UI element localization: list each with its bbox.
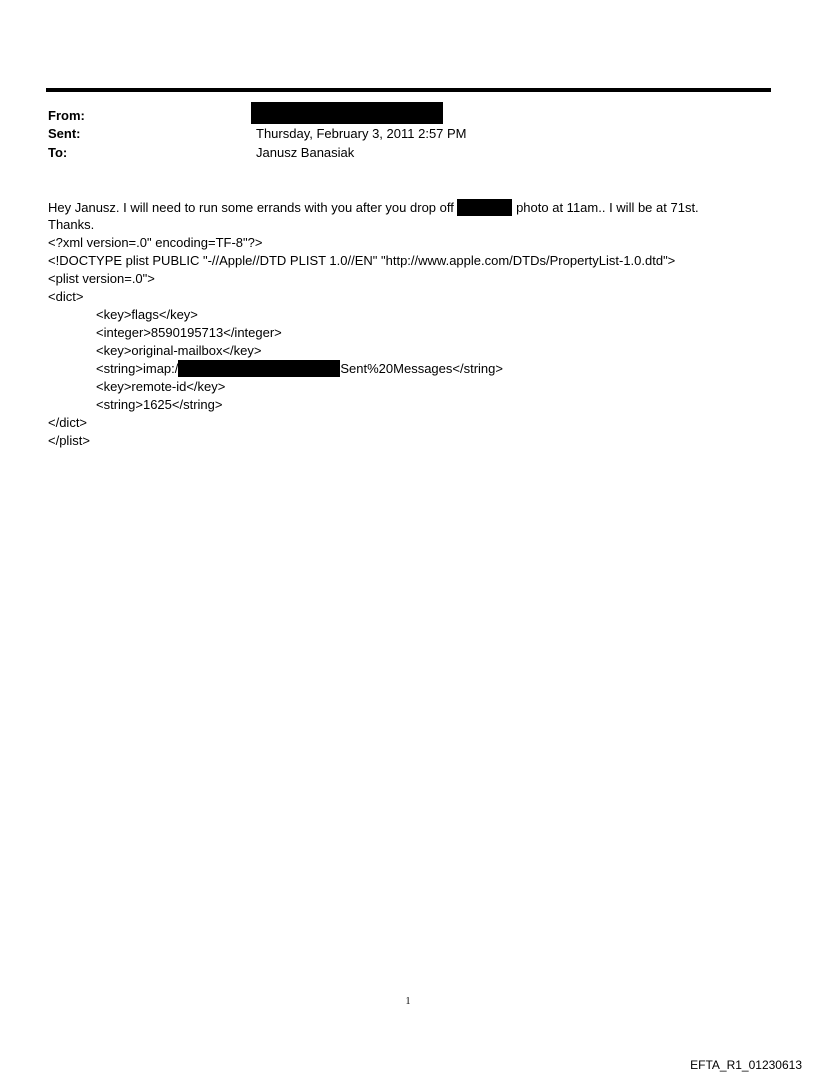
from-redaction [251, 102, 443, 124]
sent-label: Sent: [48, 126, 81, 141]
body-line-6: <dict> [48, 289, 84, 304]
body-line-5: <plist version=.0"> [48, 271, 155, 286]
body-line-13: </dict> [48, 415, 88, 430]
body-line-8: <integer>8590195713</integer> [96, 325, 282, 340]
body-line-4: <!DOCTYPE plist PUBLIC "-//Apple//DTD PLIST 1.0//EN" "http://www.apple.com/DTDs/PropertyList-1.0.dtd"> [48, 253, 676, 268]
body-line-2: Thanks. [48, 217, 95, 232]
document-id: EFTA_R1_01230613 [690, 1058, 802, 1072]
body-line-10-part-a: <string>imap:/ [96, 361, 179, 376]
body-line-11: <key>remote-id</key> [96, 379, 226, 394]
header-rule [46, 88, 771, 92]
body-line-9: <key>original-mailbox</key> [96, 343, 262, 358]
body-line-14: </plist> [48, 433, 90, 448]
body-line-1-part-b: photo at 11am.. I will be at 71st. [512, 200, 699, 215]
page-number: 1 [405, 996, 411, 1007]
mailbox-redaction [178, 360, 340, 377]
to-value: Janusz Banasiak [256, 145, 355, 160]
body-line-12: <string>1625</string> [96, 397, 223, 412]
body-line-3: <?xml version=.0" encoding=TF-8"?> [48, 235, 263, 250]
sent-value: Thursday, February 3, 2011 2:57 PM [256, 126, 467, 141]
to-label: To: [48, 145, 68, 160]
body-line-7: <key>flags</key> [96, 307, 198, 322]
name-redaction [457, 199, 512, 216]
from-label: From: [48, 108, 85, 123]
body-line-10 [96, 360, 503, 377]
body-line-10-part-b: Sent%20Messages</string> [340, 361, 503, 376]
body-line-1-part-a: Hey Janusz. I will need to run some errands with you after you drop off [48, 200, 458, 215]
body-line-1 [48, 199, 699, 216]
